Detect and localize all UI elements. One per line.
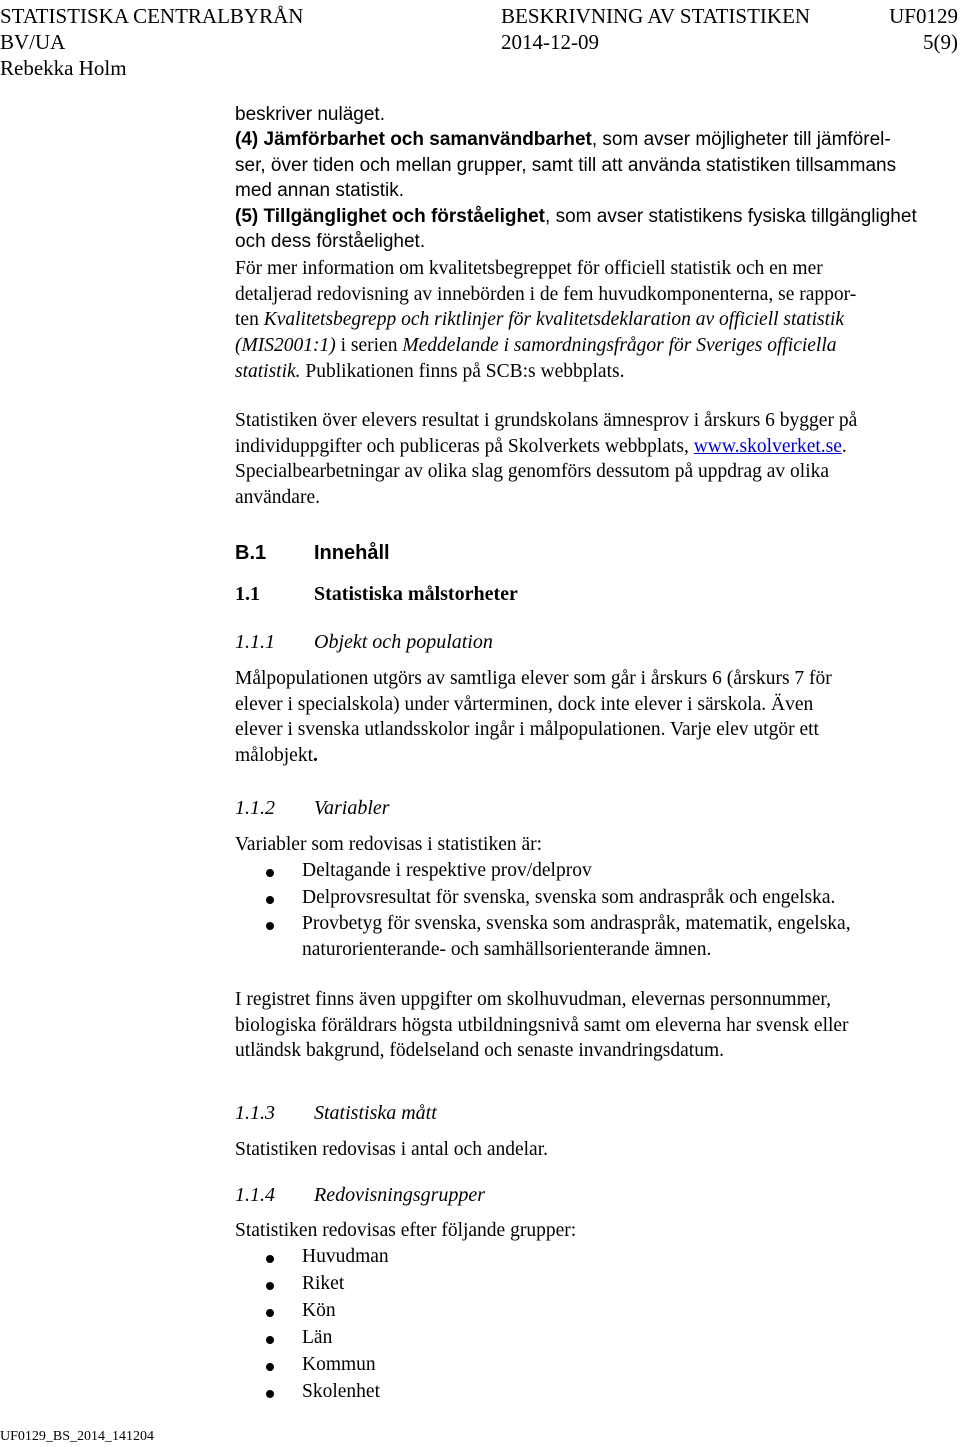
register-paragraph (235, 987, 950, 1064)
section-1-1-4-title: Redovisningsgrupper (314, 1184, 486, 1206)
list-item: Huvudman (235, 1244, 950, 1271)
text-line: (5) Tillgänglighet och förståelighet, som avser statistikens fysiska tillgänglighet (235, 205, 917, 227)
bullet-icon (266, 869, 274, 877)
section-1-1-title: Statistiska målstorheter (314, 583, 518, 605)
text-line: beskriver nuläget. (235, 104, 385, 125)
measures-text: Statistiken redovisas i antal och andelar. (235, 1139, 548, 1160)
text-line: biologiska föräldrars högsta utbildningsnivå samt om eleverna har svensk eller (235, 1014, 849, 1036)
section-1-1-2-number: 1.1.2 (235, 797, 275, 819)
section-1-1-4-number: 1.1.4 (235, 1184, 275, 1206)
text-line: användare. (235, 487, 320, 509)
skolverket-link[interactable]: www.skolverket.se (693, 435, 842, 457)
groups-intro: Statistiken redovisas efter följande grupper: (235, 1220, 577, 1241)
bullet-icon (266, 922, 274, 930)
section-1-1-1-number: 1.1.1 (235, 631, 275, 653)
text-line: Statistiken över elevers resultat i grundskolans ämnesprov i årskurs 6 bygger på (235, 410, 858, 431)
text-line: utländsk bakgrund, födelseland och senaste invandringsdatum. (235, 1040, 725, 1062)
header-date: 2014-12-09 (501, 30, 599, 54)
header-page-number: 5(9) (923, 30, 958, 54)
text-line: med annan statistik. (235, 180, 404, 202)
header-unit: BV/UA (0, 30, 66, 54)
section-b1-title: Innehåll (314, 542, 390, 564)
bullet-icon (266, 1255, 274, 1263)
text-line: För mer information om kvalitetsbegreppet för officiell statistik och en mer (235, 258, 823, 279)
list-item: Län (235, 1325, 950, 1352)
text-line: Specialbearbetningar av olika slag genomförs dessutom på uppdrag av olika (235, 461, 830, 483)
text-line: detaljerad redovisning av innebörden i de fem huvudkomponenterna, se rappor- (235, 283, 857, 305)
list-item: Provbetyg för svenska, svenska som andraspråk, matematik, engelska, naturorienterande- och samhällsorienterande ämnen. (235, 911, 950, 962)
section-1-1-3-title: Statistiska mått (314, 1102, 437, 1124)
header-doc-type: BESKRIVNING AV STATISTIKEN (501, 4, 811, 28)
bullet-icon (266, 1309, 274, 1317)
text-line: Målpopulationen utgörs av samtliga elever som går i årskurs 6 (årskurs 7 för (235, 668, 832, 689)
bullet-icon (266, 896, 274, 904)
quality-components-text (235, 102, 950, 254)
header-author: Rebekka Holm (0, 56, 127, 80)
groups-list (235, 1244, 950, 1406)
text-line: individuppgifter och publiceras på Skolverkets webbplats, www.skolverket.se. (235, 435, 847, 457)
variables-list (235, 858, 950, 963)
text-line: (MIS2001:1) i serien Meddelande i samordningsfrågor för Sveriges officiella (235, 335, 837, 357)
text-line: (4) Jämförbarhet och samanvändbarhet, som avser möjligheter till jämförel- (235, 129, 891, 151)
more-info-paragraph (235, 256, 950, 385)
bullet-icon (266, 1363, 274, 1371)
header-org: STATISTISKA CENTRALBYRÅN (0, 4, 304, 28)
text-line: I registret finns även uppgifter om skolhuvudman, elevernas personnummer, (235, 989, 831, 1010)
text-line: och dess förståelighet. (235, 231, 426, 253)
list-item: Delprovsresultat för svenska, svenska som andraspråk och engelska. (235, 885, 950, 911)
statistics-source-paragraph (235, 408, 950, 511)
list-item: Skolenhet (235, 1379, 950, 1406)
population-paragraph (235, 666, 950, 769)
variables-intro: Variabler som redovisas i statistiken är: (235, 834, 543, 855)
list-item: Riket (235, 1271, 950, 1298)
text-line: elever i specialskola) under vårterminen, dock inte elever i särskola. Även (235, 693, 814, 715)
text-line: ser, över tiden och mellan grupper, samt till att använda statistiken tillsammans (235, 154, 897, 176)
section-1-1-1-title: Objekt och population (314, 631, 493, 653)
header-doc-id: UF0129 (889, 4, 958, 28)
text-line: ten Kvalitetsbegrepp och riktlinjer för kvalitetsdeklaration av officiell statistik (235, 309, 845, 331)
section-1-1-3-number: 1.1.3 (235, 1102, 275, 1124)
text-line: statistik. Publikationen finns på SCB:s webbplats. (235, 360, 625, 382)
section-1-1-number: 1.1 (235, 583, 260, 605)
bullet-icon (266, 1390, 274, 1398)
bullet-icon (266, 1336, 274, 1344)
list-item: Deltagande i respektive prov/delprov (235, 858, 950, 884)
text-line: elever i svenska utlandsskolor ingår i målpopulationen. Varje elev utgör ett (235, 719, 819, 741)
section-b1-number: B.1 (235, 542, 267, 564)
section-1-1-2-title: Variabler (314, 797, 390, 819)
list-item: Kön (235, 1298, 950, 1325)
list-item: Kommun (235, 1352, 950, 1379)
bullet-icon (266, 1282, 274, 1290)
footer-code: UF0129_BS_2014_141204 (0, 1429, 155, 1444)
text-line: målobjekt. (235, 745, 318, 767)
